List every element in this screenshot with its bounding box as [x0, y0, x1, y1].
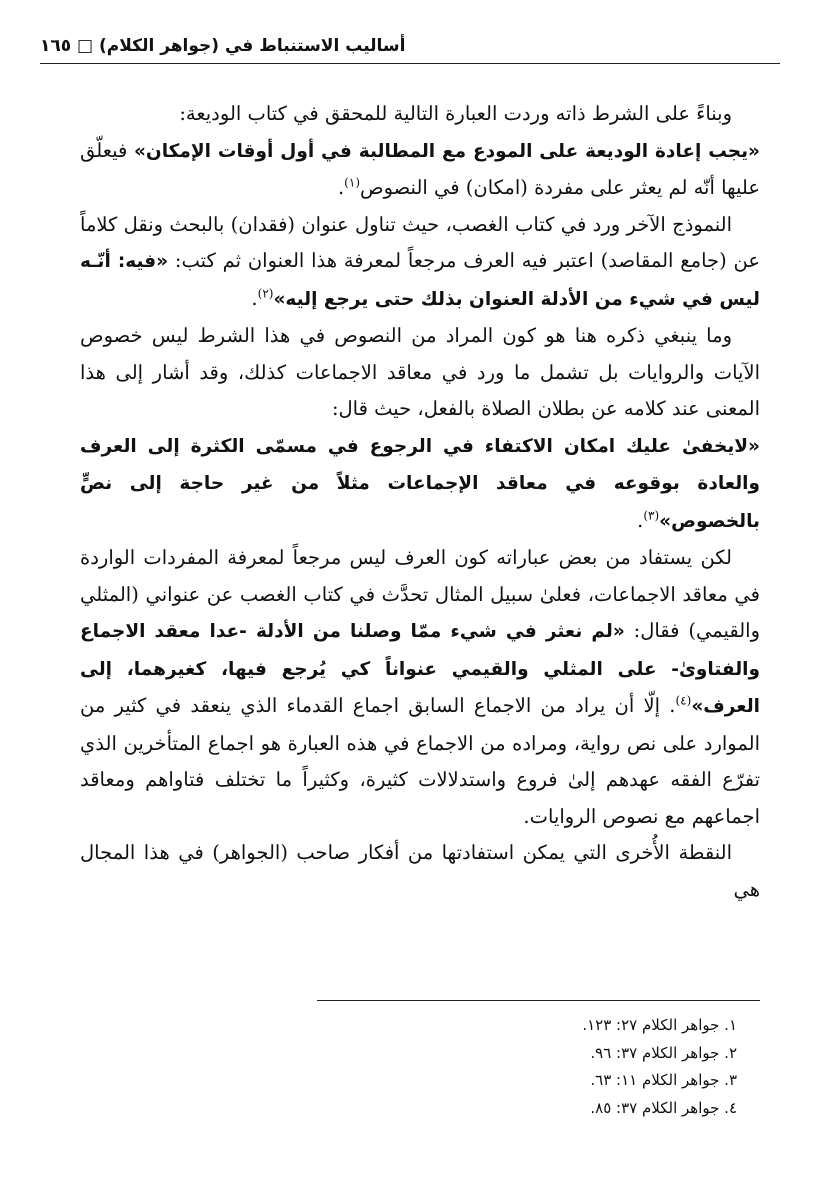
footnote-item: ١. جواهر الكلام ٢٧: ١٢٣. — [582, 1016, 737, 1034]
quotation: «لايخفىٰ عليك امكان الاكتفاء في الرجوع في مسمّى الكثرة إلى العرف والعادة بوقوعه في معاقد الإجماعات مثلاً من غير حاجة إلى نصٍّ بالخصوص» — [80, 435, 760, 532]
paragraph — [80, 540, 760, 835]
text-segment: . — [251, 286, 258, 310]
text-segment: فيعلّق عليها أنّه لم يعثر على مفردة (امكان) في النصوص — [80, 138, 760, 199]
header-title: أساليب الاستنباط في (جواهر الكلام) □ ١٦٥ — [40, 36, 406, 56]
footnote-item: ٢. جواهر الكلام ٣٧: ٩٦. — [590, 1043, 737, 1062]
text-segment: وبناءً على الشرط ذاته وردت العبارة التالية للمحقق في كتاب الوديعة: — [179, 102, 732, 125]
text-segment: وما ينبغي ذكره هنا هو كون المراد من النصوص في هذا الشرط ليس خصوص الآيات والروايات بل تشمل ما ورد في معاقد الاجماعات كذلك، وقد أشار إلى هذا المعنى عند كلامه عن بطلان الصلاة بالفعل، حيث قال: — [80, 324, 760, 420]
quotation: «يجب إعادة الوديعة على المودع مع المطالبة في أول أوقات الإمكان» — [133, 140, 761, 162]
paragraph — [80, 835, 760, 908]
text-segment: النقطة الأُخرى التي يمكن استفادتها من أفكار صاحب (الجواهر) في هذا المجال هي — [80, 841, 760, 901]
footnote-marker: (٤) — [675, 693, 692, 708]
footnote-item: ٣. جواهر الكلام ١١: ٦٣. — [590, 1071, 737, 1089]
quotation: «فيه: أنّـه ليس في شيء من الأدلة العنوان بذلك حتى يرجع إليه» — [80, 251, 760, 310]
paragraph — [80, 133, 760, 207]
footnotes — [337, 1012, 737, 1122]
footnote-separator — [317, 1000, 760, 1001]
text-segment: . — [337, 176, 345, 199]
text-segment: . إلّا أن يراد من الاجماع السابق اجماع القدماء الذي ينعقد في كثير من الموارد على نص رواية، ومراده من الاجماع في هذه العبارة هو اجماع المتأخرين الذي تفرّع الفقه عهدهم إلىٰ فروع واستدلالات كثيرة، وكثيراً ما تختلف فتاواهم ومعاقد اجماعهم مع نصوص الروايات. — [80, 694, 760, 828]
paragraph — [80, 428, 760, 541]
footnote-marker: (٣) — [643, 508, 660, 522]
footnote-item: ٤. جواهر الكلام ٣٧: ٨٥. — [590, 1098, 737, 1117]
text-segment: لكن يستفاد من بعض عباراته كون العرف ليس مرجعاً لمعرفة المفردات الواردة في معاقد الاجماعات، فعلىٰ سبيل المثال تحدَّث في كتاب الغصب عن عنواني (المثلي والقيمي) فقال: — [80, 546, 761, 642]
footnote-marker: (١) — [344, 175, 360, 190]
quotation: «لم نعثر في شيء ممّا وصلنا من الأدلة -عدا معقد الاجماع والفتاوىٰ- على المثلي والقيمي عنواناً كي يُرجع فيها، كغيرهما، إلى العرف» — [80, 621, 760, 717]
text-segment: النموذج الآخر ورد في كتاب الغصب، حيث تناول عنوان (فقدان) بالبحث ونقل كلاماً عن (جامع المقاصد) اعتبر فيه العرف مرجعاً لمعرفة هذا العنوان ثم كتب: — [80, 212, 760, 272]
paragraph — [80, 96, 760, 133]
header-rule — [40, 63, 780, 64]
footnote-marker: (٢) — [257, 286, 274, 300]
paragraph — [80, 318, 760, 428]
running-header — [40, 28, 780, 64]
text-segment: . — [637, 508, 644, 532]
paragraph — [80, 207, 760, 319]
main-text — [80, 96, 760, 908]
